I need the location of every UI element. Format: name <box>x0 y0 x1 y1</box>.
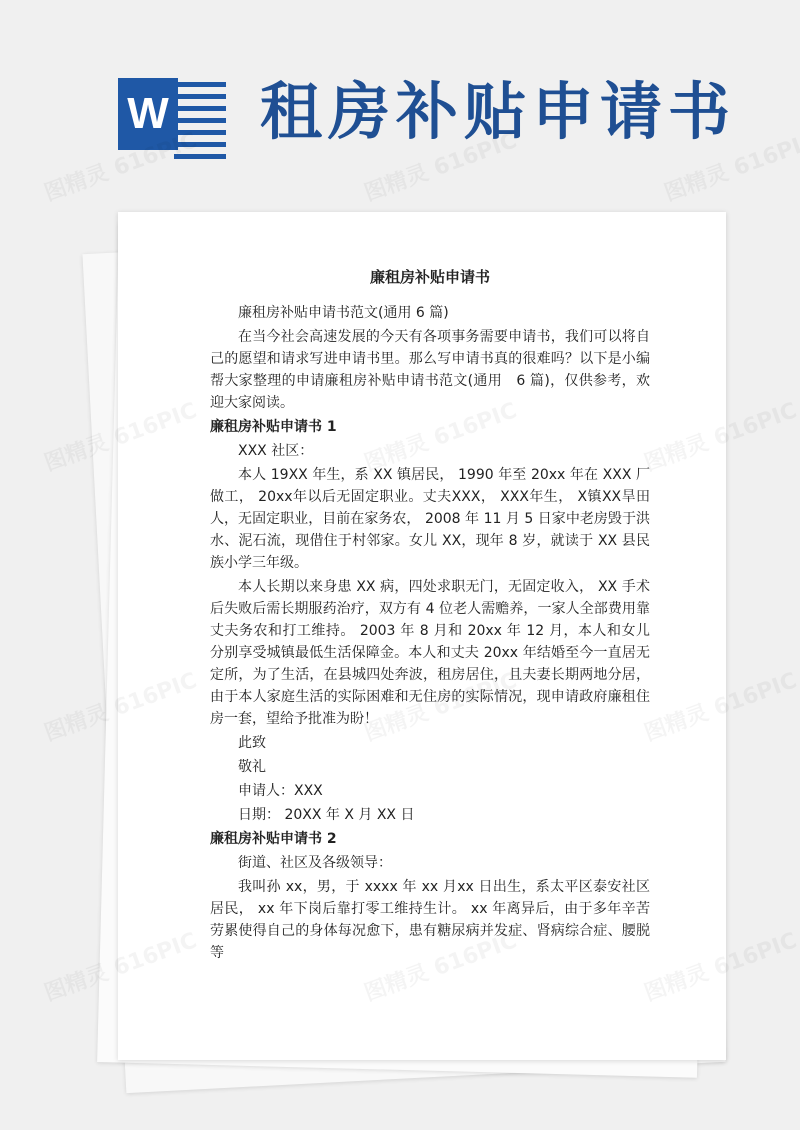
banner-title: 租房补贴申请书 <box>260 75 737 148</box>
word-document-icon <box>118 68 236 168</box>
date-line: 日期： 20XX 年 X 月 XX 日 <box>238 807 415 823</box>
salutation-2: 街道、社区及各级领导： <box>238 855 392 871</box>
section2-paragraph-1: 我叫孙 xx，男，于 xxxx 年 xx 月xx 日出生，系太平区泰安社区居民， xx 年下岗后靠打零工维持生计。 xx 年离异后，由于多年辛苦劳累使得自己的身体每况愈下，患有糖尿病并发症、肾病综合症、腰脱等 <box>210 879 650 961</box>
document-body <box>210 266 650 966</box>
section-heading-2: 廉租房补贴申请书 2 <box>210 831 337 847</box>
closing-jingli: 敬礼 <box>238 759 266 775</box>
document-subtitle: 廉租房补贴申请书范文(通用 6 篇) <box>238 305 449 321</box>
intro-paragraph: 在当今社会高速发展的今天有各项事务需要申请书，我们可以将自己的愿望和请求写进申请书里。那么写申请书真的很难吗？以下是小编帮大家整理的申请廉租房补贴申请书范文(通用 6 篇)，仅供参考，欢迎大家阅读。 <box>210 329 650 411</box>
salutation-1: XXX 社区： <box>238 443 314 459</box>
section1-paragraph-1: 本人 19XX 年生，系 XX 镇居民， 1990 年至 20xx 年在 XXX 厂做工， 20xx年以后无固定职业。丈夫XXX， XXX年生， X镇XX旱田人，无固定职业，目前在家务农， 2008 年 11 月 5 日家中老房毁于洪水、泥石流，现借住于村邻家。女儿 XX，现年 8 岁，就读于 XX 县民族小学三年级。 <box>210 467 650 571</box>
document-page <box>118 212 726 1060</box>
closing-cizhi: 此致 <box>238 735 266 751</box>
word-icon-letter: W <box>118 78 178 150</box>
document-title: 廉租房补贴申请书 <box>369 268 490 286</box>
applicant-line: 申请人：XXX <box>238 783 323 799</box>
banner <box>0 0 800 200</box>
section1-paragraph-2: 本人长期以来身患 XX 病，四处求职无门，无固定收入， XX 手术后失败后需长期服药治疗，双方有 4 位老人需赡养，一家人全部费用靠丈夫务农和打工维持。 2003 年 8 月和 20xx 年 12 月，本人和女儿分别享受城镇最低生活保障金。本人和丈夫 20xx 年结婚至今一直居无定所，为了生活，在县城四处奔波，租房居住，且夫妻长期两地分居，由于本人家庭生活的实际困难和无住房的实际情况，现申请政府廉租住房一套，望给予批准为盼！ <box>210 579 650 727</box>
section-heading-1: 廉租房补贴申请书 1 <box>210 419 337 435</box>
